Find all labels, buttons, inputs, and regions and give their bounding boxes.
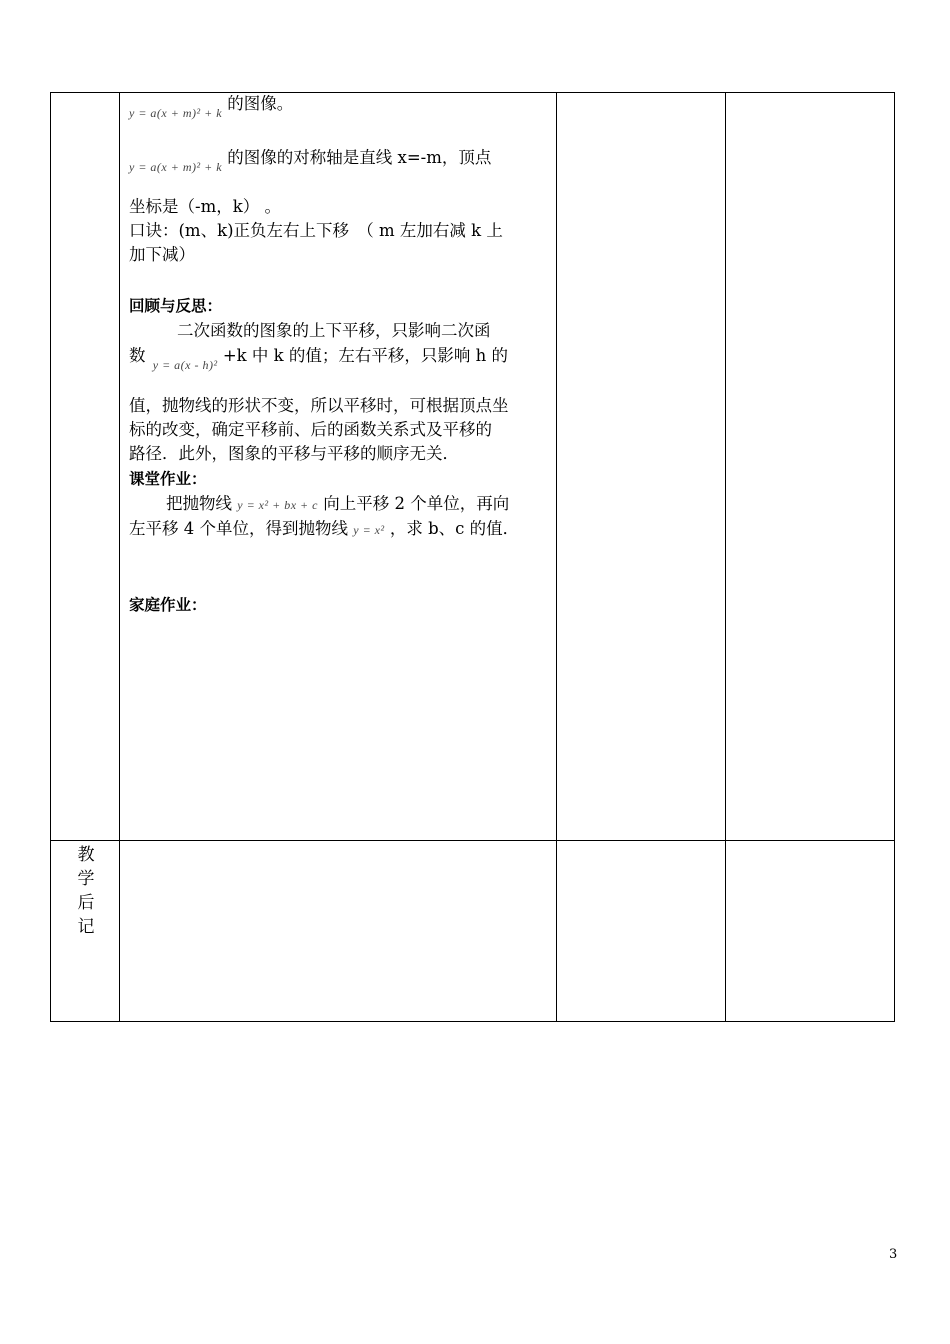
table-border-bottom: [50, 1021, 895, 1022]
line-text: 的图像。: [227, 94, 294, 113]
table-divider-2: [556, 92, 557, 1022]
line-text: 数: [129, 346, 146, 365]
content-line-1: [129, 92, 294, 120]
line-text: 向上平移 2 个单位，再向: [323, 494, 510, 513]
review-paragraph-line-2: [129, 344, 509, 372]
content-line-2: [129, 146, 492, 174]
content-line-3: 坐标是（-m，k） 。: [129, 197, 281, 216]
formula-vertex-form: y = a(x + m)² + k: [129, 160, 223, 174]
formula-vertex-form: y = a(x + m)² + k: [129, 106, 223, 120]
line-text: +k 中 k 的值；左右平移，只影响 h 的: [222, 346, 509, 365]
table-row-divider: [50, 840, 895, 841]
classwork-line-2: [129, 517, 519, 542]
line-text: 左平移 4 个单位，得到抛物线: [129, 519, 348, 538]
content-line-4: 口诀：(m、k)正负左右上下移 （ m 左加右减 k 上: [129, 221, 503, 240]
review-paragraph-line-1: 二次函数的图象的上下平移，只影响二次函: [177, 321, 491, 340]
classwork-line-1: [129, 492, 509, 517]
formula-general-form: y = x² + bx + c: [237, 498, 318, 512]
review-heading: 回顾与反思：: [129, 297, 223, 315]
line-text: ，求 b、c 的值．: [389, 519, 520, 538]
table-border-right: [894, 92, 895, 1022]
line-text: 的图像的对称轴是直线 x=-m，顶点: [227, 148, 492, 167]
content-line-5: 加下减）: [129, 245, 195, 264]
review-paragraph-line-4: 标的改变，确定平移前、后的函数关系式及平移的: [129, 420, 492, 439]
page-number: 3: [889, 1247, 898, 1262]
teaching-notes-label: 教 学 后 记: [77, 845, 95, 937]
table-divider-1: [119, 92, 120, 1022]
review-paragraph-line-3: 值，抛物线的形状不变，所以平移时，可根据顶点坐: [129, 396, 509, 415]
line-text: 把抛物线: [166, 494, 232, 513]
table-border-left: [50, 92, 51, 1022]
formula-shift-form: y = a(x - h)²: [152, 358, 218, 372]
formula-simple-parabola: y = x²: [353, 523, 385, 537]
classwork-heading: 课堂作业：: [129, 470, 207, 488]
table-divider-3: [725, 92, 726, 1022]
review-paragraph-line-5: 路径．此外，图象的平移与平移的顺序无关．: [129, 444, 459, 463]
homework-heading: 家庭作业：: [129, 596, 207, 614]
